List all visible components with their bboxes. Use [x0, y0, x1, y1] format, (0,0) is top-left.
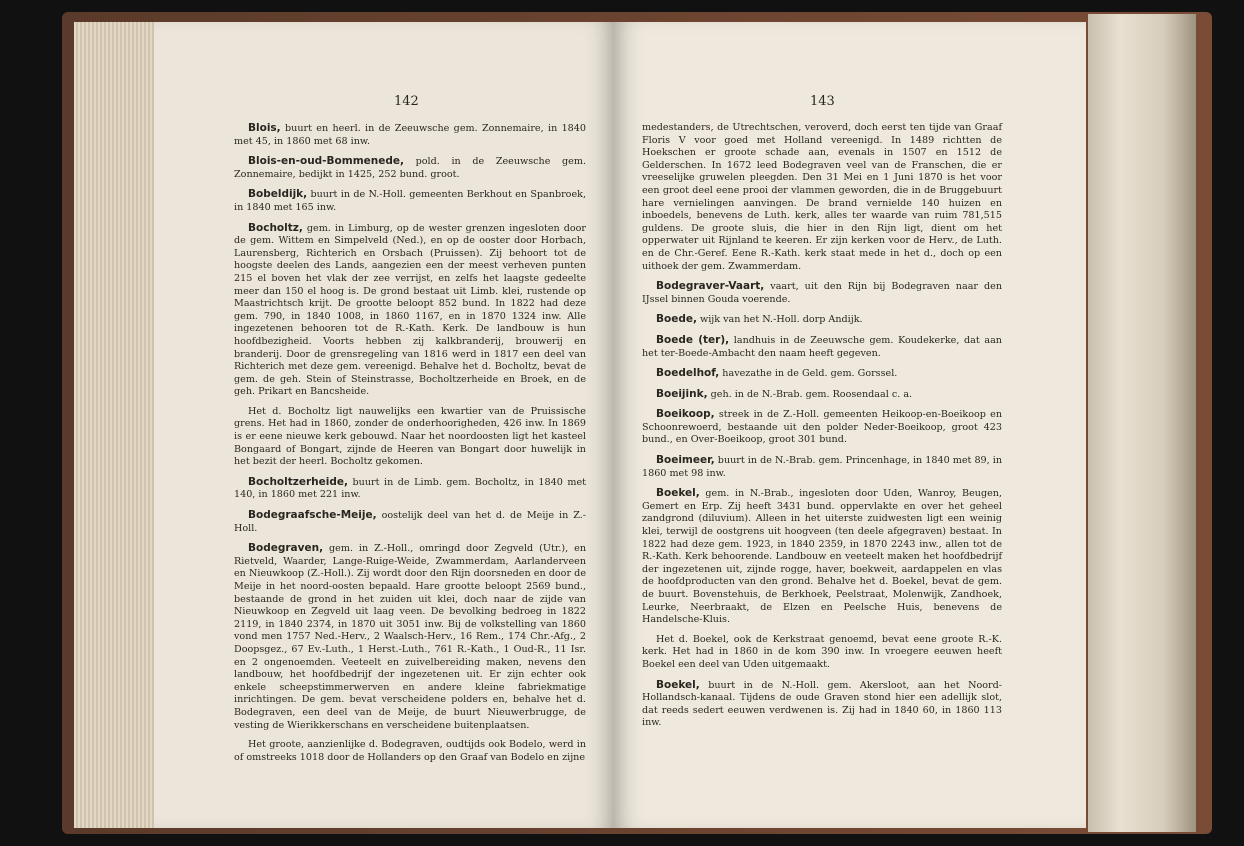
entry-text: Het d. Boekel, ook de Kerkstraat genoemd, bevat eene groote R.-K. kerk. Het had in 1860 in de kom 390 inw. In vroegere eeuwen heeft Boekel een deel van Uden uitgemaakt.	[642, 633, 1002, 670]
dictionary-entry	[642, 679, 1002, 730]
entry-headword: Boede,	[656, 313, 697, 326]
dictionary-entry	[234, 188, 586, 214]
entry-headword: Bobeldijk,	[248, 188, 308, 201]
dictionary-entry	[234, 476, 586, 502]
dictionary-entry	[642, 334, 1002, 360]
entry-paragraph	[642, 634, 1002, 672]
entry-text: streek in de Z.-Holl. gemeenten Heikoop-en-Boeikoop en Schoonrewoerd, bestaande uit den polder Neder-Boeikoop, groot 423 bund., en Over-Boeikoop, groot 301 bund.	[642, 409, 1002, 446]
entry-text: buurt en heerl. in de Zeeuwsche gem. Zonnemaire, in 1840 met 45, in 1860 met 68 inw.	[234, 123, 586, 147]
dictionary-entry	[642, 313, 1002, 327]
entry-text: buurt in de Limb. gem. Bocholtz, in 1840 met 140, in 1860 met 221 inw.	[234, 476, 586, 501]
left-page	[154, 22, 614, 828]
entry-text: geh. in de N.-Brab. gem. Roosendaal c. a.	[707, 388, 913, 400]
entry-headword: Boekel,	[656, 678, 700, 691]
entry-headword: Boeikoop,	[656, 408, 715, 421]
page-stack-left	[74, 22, 156, 828]
dictionary-entry	[642, 454, 1002, 480]
entry-text: buurt in de N.-Holl. gemeenten Berkhout en Spanbroek, in 1840 met 165 inw.	[234, 189, 586, 213]
right-page	[614, 22, 1086, 828]
entry-text: Het d. Bocholtz ligt nauwelijks een kwartier van de Pruissische grens. Het had in 1860, zonder de onderhoorigheden, 426 inw. In 1869 is er eene nieuwe kerk gebouwd. Naar het noordoosten ligt het kasteel Bongaard of Bongart, zijnde de Heeren van Bongart door huwelijk in het bezit der heerl. Bocholtz gekomen.	[234, 405, 586, 468]
entry-headword: Bodegraver-Vaart,	[656, 280, 765, 293]
entry-headword: Blois-en-oud-Bommenede,	[248, 155, 404, 168]
entry-text: gem. in N.-Brab., ingesloten door Uden, Wanroy, Beugen, Gemert en Erp. Zij heeft 3431 bund. oppervlakte en over het geheel zandgrond (diluvium). Alleen in het uiterste zuidwesten ligt een weinig klei, terwijl de oostgrens uit hoogveen (ten deele afgegraven) bestaat. In 1822 had deze gem. 1923, in 1840 2359, in 1870 2243 inw., allen tot de R.-Kath. Kerk behoorende. Landbouw en veeteelt maken het hoofdbedrijf der ingezetenen uit, zijnde rogge, haver, boekweit, aardappelen en vlas de hoofdproducten van den grond. Behalve het d. Boekel, bevat de gem. de buurt. Bovenstehuis, de Berkhoek, Peelstraat, Molenwijk, Zandhoek, Leurke, Neerbraakt, de Elzen en Peelsche Huis, benevens de Handelsche-Kluis.	[642, 488, 1002, 626]
entry-text: wijk van het N.-Holl. dorp Andijk.	[696, 314, 863, 326]
entry-headword: Boeimeer,	[656, 454, 715, 467]
dictionary-entry	[642, 367, 1002, 381]
dictionary-entry	[234, 122, 586, 148]
entry-text: pold. in de Zeeuwsche gem. Zonnemaire, bedijkt in 1425, 252 bund. groot.	[234, 156, 586, 180]
entry-headword: Bodegraafsche-Meije,	[248, 509, 377, 522]
entry-headword: Boeijink,	[656, 387, 708, 400]
page-number: 142	[394, 94, 419, 109]
entry-text: buurt in de N.-Holl. gem. Akersloot, aan het Noord-Hollandsch-kanaal. Tijdens de oude Graven stond hier een adellijk slot, dat reeds sedert eeuwen verdwenen is. Zij had in 1840 60, in 1860 113 inw.	[642, 679, 1002, 729]
dictionary-entry	[234, 222, 586, 399]
page-stack-right	[1088, 14, 1196, 832]
entry-paragraph	[234, 406, 586, 469]
page-text	[234, 122, 586, 771]
dictionary-entry	[234, 542, 586, 732]
entry-text: oostelijk deel van het d. de Meije in Z.-Holl.	[234, 510, 586, 534]
entry-text: Het groote, aanzienlijke d. Bodegraven, oudtijds ook Bodelo, werd in of omstreeks 1018 door de Hollanders op den Graaf van Bodelo en zijne	[234, 739, 586, 763]
entry-text: havezathe in de Geld. gem. Gorssel.	[719, 368, 898, 380]
entry-text: gem. in Z.-Holl., omringd door Zegveld (Utr.), en Rietveld, Waarder, Lange-Ruige-Weide, Zwammerdam, Aarlanderveen en Nieuwkoop (Z.-Holl.). Zij wordt door den Rijn doorsneden en door de Meije in het noord-oosten bepaald. Hare grootte beloopt 2569 bund., bestaande de grond in het zuiden uit klei, doch naar de zijde van Nieuwkoop en Zegveld uit laag veen. De bevolking bedroeg in 1822 2119, in 1840 2374, in 1870 uit 3051 inw. Bij de volkstelling van 1860 vond men 1757 Ned.-Herv., 2 Waalsch-Herv., 16 Rem., 174 Chr.-Afg., 2 Doopsgez., 67 Ev.-Luth., 1 Herst.-Luth., 761 R.-Kath., 1 Oud-R., 11 Isr. en 2 ongenoemden. Veeteelt en zuivelbereiding maken, nevens den landbouw, het hoofdbedrijf der ingezetenen uit. Er zijn echter ook enkele scheepstimmerwerven en andere kleine fabriekmatige inrichtingen. De gem. bevat verscheidene polders en, behalve het d. Bodegraven, een deel van de Meije, de buurt Nieuwerbrugge, de vesting de Wierikkerschans en verscheidene buitenplaatsen.	[234, 543, 586, 731]
entry-text: vaart, uit den Rijn bij Bodegraven naar den IJssel binnen Gouda voerende.	[642, 281, 1002, 305]
entry-headword: Boekel,	[656, 487, 700, 500]
entry-text: buurt in de N.-Brab. gem. Princenhage, in 1840 met 89, in 1860 met 98 inw.	[642, 455, 1002, 479]
entry-text: landhuis in de Zeeuwsche gem. Koudekerke, dat aan het ter-Boede-Ambacht den naam heeft gegeven.	[642, 334, 1002, 359]
dictionary-entry	[642, 388, 1002, 402]
entry-headword: Blois,	[248, 122, 281, 134]
entry-headword: Bocholtzerheide,	[248, 475, 348, 488]
entry-headword: Bocholtz,	[248, 221, 303, 234]
dictionary-entry	[234, 509, 586, 535]
page-text	[642, 122, 1002, 737]
dictionary-entry	[642, 280, 1002, 306]
entry-headword: Boede (ter),	[656, 333, 730, 346]
dictionary-entry	[642, 487, 1002, 627]
dictionary-entry	[642, 408, 1002, 447]
entry-paragraph	[234, 739, 586, 764]
page-number: 143	[810, 94, 835, 109]
entry-paragraph	[642, 122, 1002, 273]
entry-text: gem. in Limburg, op de wester grenzen ingesloten door de gem. Wittem en Simpelveld (Ned.), en op de ooster door Horbach, Laurensberg, Richterich en Orsbach (Pruissen). Zij behoort tot de hoogste deelen des Lands, aangezien een der meest verheven punten 215 el boven het vlak der zee verrijst, en zelfs het laagste gedeelte meer dan 150 el hoog is. De grond bestaat uit Limb. klei, rustende op Maastrichtsch krijt. De grootte beloopt 852 bund. In 1822 had deze gem. 790, in 1840 1008, in 1860 1167, en in 1870 1324 inw. Alle ingezetenen behooren tot de R.-Kath. Kerk. De landbouw is hun hoofdbezigheid. Voorts hebben zij kalkbranderij, brouwerij en branderij. Door de grensregeling van 1816 werd in 1817 een deel van Richterich met deze gem. vereenigd. Behalve het d. Bocholtz, bevat de gem. de geh. Stein of Steinstrasse, Bocholtzerheide en Broek, en de geh. Prikart en Bancsheide.	[234, 222, 586, 398]
entry-headword: Boedelhof,	[656, 367, 720, 380]
entry-headword: Bodegraven,	[248, 542, 324, 555]
dictionary-entry	[234, 155, 586, 181]
entry-text: medestanders, de Utrechtschen, veroverd, doch eerst ten tijde van Graaf Floris V voor goed met Holland vereenigd. In 1489 richtten de Hoekschen er groote schade aan, evenals in 1507 en 1512 de Gelderschen. In 1672 leed Bodegraven veel van de Franschen, die er vreeselijke gruwelen pleegden. Den 31 Mei en 1 Juni 1870 is het voor een groot deel eene prooi der vlammen geworden, die in de Bruggebuurt hare vernielingen aanvingen. De brand vernielde 140 huizen en inboedels, benevens de Luth. kerk, alles ter waarde van ruim 781,515 guldens. De groote sluis, die hier in den Rijn ligt, dient om het opperwater uit Rijnland te keeren. Er zijn kerken voor de Herv., de Luth. en de Chr.-Geref. Eene R.-Kath. kerk staat mede in het d., doch op een uithoek der gem. Zwammerdam.	[642, 122, 1002, 272]
